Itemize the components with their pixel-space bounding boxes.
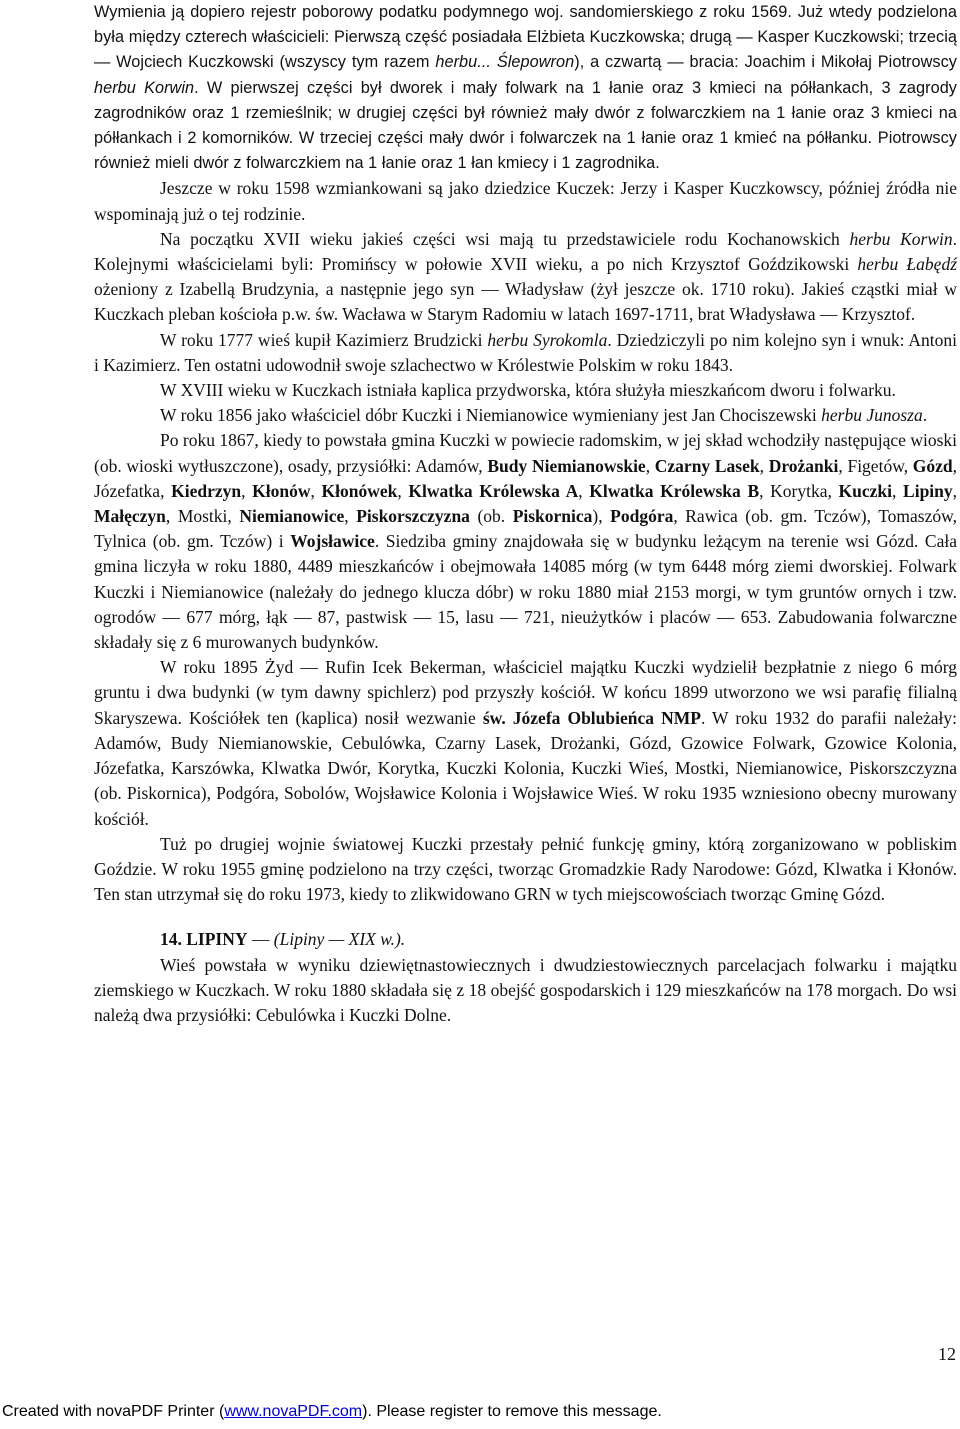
section-paragraph: Wieś powstała w wyniku dziewiętnastowiecznych i dwudziestowiecznych parcelacjach folwarku i majątku ziemskiego w Kuczkach. W roku 1880 składała się z 18 obejść gospodarskich i 129 mieszkańców na 178 morgach. Do wsi należą dwa przysiółki: Cebulówka i Kuczki Dolne.	[94, 954, 957, 1025]
bold-text: Wojsławice	[290, 531, 375, 552]
text-run: , Rawica (ob. gm. Tczów), Tomaszów, Tylnica (ob. gm. Tczów) i	[94, 506, 958, 552]
footer-text-after: ). Please register to remove this message.	[362, 1403, 662, 1420]
italic-text: herbu Łabędź	[857, 254, 958, 275]
paragraph	[94, 227, 957, 328]
italic-text: herbu Syrokomla	[487, 329, 608, 350]
bold-text: Niemianowice	[239, 506, 345, 527]
text-run: . Dziedziczyli po nim kolejno syn i wnuk: Antoni i Kazimierz. Ten ostatni udowodnił swoje szlachectwo w Królestwie Polskim w roku 1843.	[94, 329, 957, 375]
section-name: LIPINY	[186, 929, 248, 950]
paragraph	[94, 176, 957, 226]
text-run: ,	[344, 506, 357, 527]
text-run: W roku 1856 jako właściciel dóbr Kuczki i Niemianowice wymieniany jest Jan Chociszewski	[160, 405, 822, 426]
text-run: , Mostki,	[165, 506, 240, 527]
text-run: , Józefatka,	[94, 455, 958, 501]
text-run: Tuż po drugiej wojnie światowej Kuczki przestały pełnić funkcję gminy, którą zorganizowano w pobliskim Goździe. W roku 1955 gminę podzielono na trzy części, tworząc Gromadzkie Rady Narodowe: Gózd, Klwatka i Kłonów. Ten stan utrzymał się do roku 1973, kiedy to zlikwidowano GRN w tych miejscowościach tworząc Gminę Gózd.	[94, 833, 957, 905]
text-run: , Figetów,	[838, 455, 913, 476]
section-subtitle: (Lipiny — XIX w.).	[273, 929, 406, 950]
text-run: W roku 1777 wieś kupił Kazimierz Brudzicki	[160, 329, 488, 350]
text-run: ), a czwartą — bracia: Joachim i Mikołaj Piotrowscy	[574, 53, 957, 72]
footer-link[interactable]: www.novaPDF.com	[224, 1403, 363, 1420]
text-run: ,	[578, 480, 590, 501]
text-run: ,	[645, 455, 655, 476]
text-run: (ob.	[469, 506, 513, 527]
bold-text: Gózd	[912, 455, 953, 476]
section-dash: —	[247, 929, 274, 950]
text-run: ,	[310, 480, 322, 501]
text-run: . Siedziba gminy znajdowała się w budynku leżącym na terenie wsi Gózd. Cała gmina liczyła w roku 1880, 4489 mieszkańców i obejmowała 14085 mórg (w tym 6448 mórg ziemi dworskiej. Folwark Kuczki i Niemianowice (należały do jednego klucza dóbr) w roku 1880 miał 2153 morgi, w tym gruntów ornych i tzw. ogrodów — 677 mórg, łąk — 87, pastwisk — 15, lasu — 721, nieużytków i placów — 653. Zabudowania folwarczne składały się z 6 murowanych budynków.	[94, 531, 957, 653]
paragraph	[94, 655, 957, 831]
bold-text: Piskorszczyzna	[356, 506, 470, 527]
text-run: ,	[759, 455, 769, 476]
bold-text: Klwatka Królewska B	[589, 480, 760, 501]
bold-text: Lipiny	[903, 480, 953, 501]
footer-text-before: Created with novaPDF Printer (	[2, 1403, 225, 1420]
paragraph	[94, 0, 957, 176]
text-run: Wymienia ją dopiero rejestr poborowy podatku podymnego woj. sandomierskiego z roku 1569. Już wtedy podzielona była między czterech właścicieli: Pierwszą część posiadała Elżbieta Kuczkowska; drugą — Kasper Kuczkowski; trzecią — Wojciech Kuczkowski (wszyscy tym razem	[94, 3, 957, 72]
section-heading	[94, 927, 957, 952]
bold-text: Podgóra	[610, 506, 674, 527]
text-run: ożeniony z Izabellą Brudzynia, a następnie jego syn — Władysław (żył jeszcze ok. 1710 roku). Jakieś cząstki miał w Kuczkach pleban kościoła p.w. św. Wacława w Starym Radomiu w latach 1697-1711, brat Władysława — Krzysztof.	[94, 279, 957, 325]
bold-text: Kiedrzyn	[171, 480, 242, 501]
bold-text: Budy Niemianowskie	[487, 455, 646, 476]
text-run: W XVIII wieku w Kuczkach istniała kaplica przydworska, która służyła mieszkańcom dworu i folwarku.	[160, 380, 896, 401]
document-page	[94, 0, 957, 1028]
page-number: 12	[938, 1344, 956, 1364]
bold-text: Klwatka Królewska A	[408, 480, 579, 501]
italic-text: herbu Korwin	[849, 228, 953, 249]
bold-text: św. Józefa Oblubieńca NMP	[482, 707, 701, 728]
text-run: Jeszcze w roku 1598 wzmiankowani są jako dziedzice Kuczek: Jerzy i Kasper Kuczkowscy, później źródła nie wspominają już o tej rodzinie.	[94, 178, 957, 224]
italic-text: herbu... Ślepowron	[435, 53, 575, 72]
bold-text: Czarny Lasek	[654, 455, 760, 476]
bold-text: Piskornica	[512, 506, 593, 527]
text-run: ),	[592, 506, 611, 527]
bold-text: Drożanki	[768, 455, 839, 476]
bold-text: Kłonów	[252, 480, 311, 501]
text-run: ,	[952, 480, 958, 501]
paragraph	[94, 403, 957, 428]
text-run: .	[922, 405, 928, 426]
text-run: ,	[892, 480, 904, 501]
text-run: ,	[397, 480, 409, 501]
bold-text: Małęczyn	[94, 506, 166, 527]
italic-text: herbu Junosza	[821, 405, 923, 426]
text-run: . W pierwszej części był dworek i mały folwark na 1 łanie oraz 3 kmieci na półłankach, 3 zagrody zagrodników oraz 1 rzemieślnik; w drugiej części był również mały dwór z folwarczkiem na 1 łanie oraz 3 kmieci na półłankach i 2 komorników. W trzeciej części mały dwór i folwarczek na 1 łanie oraz 1 kmieć na półłanku. Piotrowscy również mieli dwór z folwarczkiem na 1 łanie oraz 1 łan kmiecy i 1 zagrodnika.	[94, 78, 957, 173]
text-run: . W roku 1932 do parafii należały: Adamów, Budy Niemianowskie, Cebulówka, Czarny Lasek, Drożanki, Gózd, Gzowice Folwark, Gzowice Kolonia, Józefatka, Karszówka, Klwatka Dwór, Korytka, Kuczki Kolonia, Kuczki Wieś, Mostki, Niemianowice, Piskorszczyzna (ob. Piskornica), Podgóra, Sobolów, Wojsławice Kolonia i Wojsławice Wieś. W roku 1935 wzniesiono obecny murowany kościół.	[94, 707, 957, 829]
text-run: W roku 1895 Żyd — Rufin Icek Bekerman, właściciel majątku Kuczki wydzielił bezpłatnie z niego 6 mórg gruntu i dwa budynki (w tym dawny spichlerz) pod przyszły kościół. W końcu 1899 utworzono we wsi parafię filialną Skaryszewa. Kościółek ten (kaplica) nosił wezwanie	[94, 657, 957, 728]
text-run: . Kolejnymi właścicielami byli: Promińscy w połowie XVII wieku, a po nich Krzysztof Goździkowski	[94, 228, 957, 275]
text-run: , Korytka,	[759, 480, 839, 501]
text-run: Na początku XVII wieku jakieś części wsi mają tu przedstawiciele rodu Kochanowskich	[160, 228, 850, 249]
bold-text: Kłonówek	[321, 480, 398, 501]
paragraph	[94, 378, 957, 403]
text-run: Po roku 1867, kiedy to powstała gmina Kuczki w powiecie radomskim, w jej skład wchodziły następujące wioski (ob. wioski wytłuszczone), osady, przysiółki: Adamów,	[94, 430, 957, 476]
text-run: ,	[241, 480, 253, 501]
paragraph	[94, 832, 957, 908]
body-text	[94, 0, 957, 907]
paragraph	[94, 328, 957, 378]
paragraph	[94, 428, 957, 655]
pdf-printer-footer	[2, 1403, 662, 1421]
bold-text: Kuczki	[838, 480, 892, 501]
italic-text: herbu Korwin	[94, 78, 195, 97]
section-number: 14.	[160, 929, 182, 950]
